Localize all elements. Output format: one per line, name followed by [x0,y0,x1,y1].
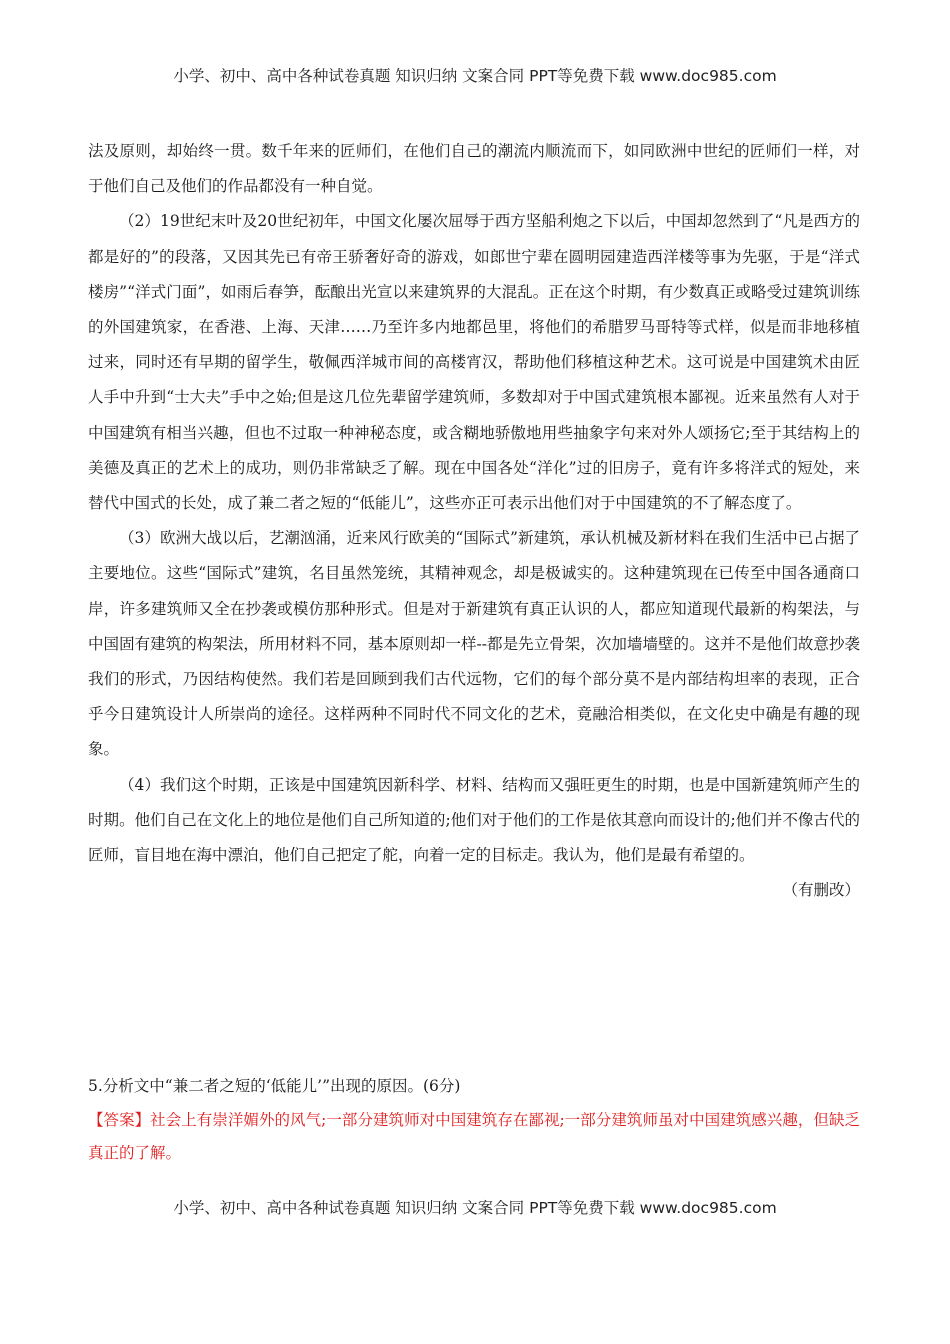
paragraph-3: （3）欧洲大战以后，艺潮汹涌，近来风行欧美的“国际式”新建筑，承认机械及新材料在我们生活中已占据了主要地位。这些“国际式”建筑，名目虽然笼统，其精神观念，却是极诚实的。这种建筑现在已传至中国各通商口岸，许多建筑师又全在抄袭或模仿那种形式。但是对于新建筑有真正认识的人，都应知道现代最新的构架法，与中国固有建筑的构架法，所用材料不同，基本原则却一样--都是先立骨架，次加墙墙壁的。这并不是他们故意抄袭我们的形式，乃因结构使然。我们若是回顾到我们古代远物，它们的每个部分莫不是内部结构坦率的表现，正合乎今日建筑设计人所崇尚的途径。这样两种不同时代不同文化的艺术，竟融洽相类似，在文化史中确是有趣的现象。 [88,529,860,759]
paragraph-continuation: 法及原则，却始终一贯。数千年来的匠师们，在他们自己的潮流内顺流而下，如同欧洲中世纪的匠师们一样，对于他们自己及他们的作品都没有一种自觉。 [88,142,860,196]
question-5: 5.分析文中“兼二者之短的‘低能儿’”出现的原因。(6分) [88,1077,461,1095]
article-body [88,134,860,908]
answer-text: 社会上有崇洋媚外的风气;一部分建筑师对中国建筑存在鄙视;一部分建筑师虽对中国建筑感兴趣，但缺乏真正的了解。 [88,1111,860,1162]
paragraph-2: （2）19世纪末叶及20世纪初年，中国文化屡次屈辱于西方坚船利炮之下以后，中国却忽然到了“凡是西方的都是好的”的段落，又因其先已有帝王骄奢好奇的游戏，如郎世宁辈在圆明园建造西洋楼等事为先驱，于是“洋式楼房”“洋式门面”，如雨后春笋，酝酿出光宣以来建筑界的大混乱。正在这个时期，有少数真正或略受过建筑训练的外国建筑家，在香港、上海、天津……乃至许多内地都邑里，将他们的希腊罗马哥特等式样，似是而非地移植过来，同时还有早期的留学生，敬佩西洋城市间的高楼宵汉，帮助他们移植这种艺术。这可说是中国建筑术由匠人手中升到“士大夫”手中之始;但是这几位先辈留学建筑师，多数却对于中国式建筑根本鄙视。近来虽然有人对于中国建筑有相当兴趣，但也不过取一种神秘态度，或含糊地骄傲地用些抽象字句来对外人颂扬它;至于其结构上的美德及真正的艺术上的成功，则仍非常缺乏了解。现在中国各处“洋化”过的旧房子，竟有许多将洋式的短处，来替代中国式的长处，成了兼二者之短的“低能儿”，这些亦正可表示出他们对于中国建筑的不了解态度了。 [88,212,860,513]
paragraph-4: （4）我们这个时期，正该是中国建筑因新科学、材料、结构而又强旺更生的时期，也是中国新建筑师产生的时期。他们自己在文化上的地位是他们自己所知道的;他们对于他们的工作是依其意向而设计的;他们并不像古代的匠师，盲目地在海中漂泊，他们自己把定了舵，向着一定的目标走。我认为，他们是最有希望的。 [88,775,860,865]
source-note: （有删改） [782,881,860,900]
answer-label: 【答案】 [88,1111,151,1129]
answer-block [88,1104,860,1170]
page-footer: 小学、初中、高中各种试卷真题 知识归纳 文案合同 PPT等免费下载 www.doc985.com [173,1199,777,1217]
page-header: 小学、初中、高中各种试卷真题 知识归纳 文案合同 PPT等免费下载 www.doc985.com [173,67,777,85]
